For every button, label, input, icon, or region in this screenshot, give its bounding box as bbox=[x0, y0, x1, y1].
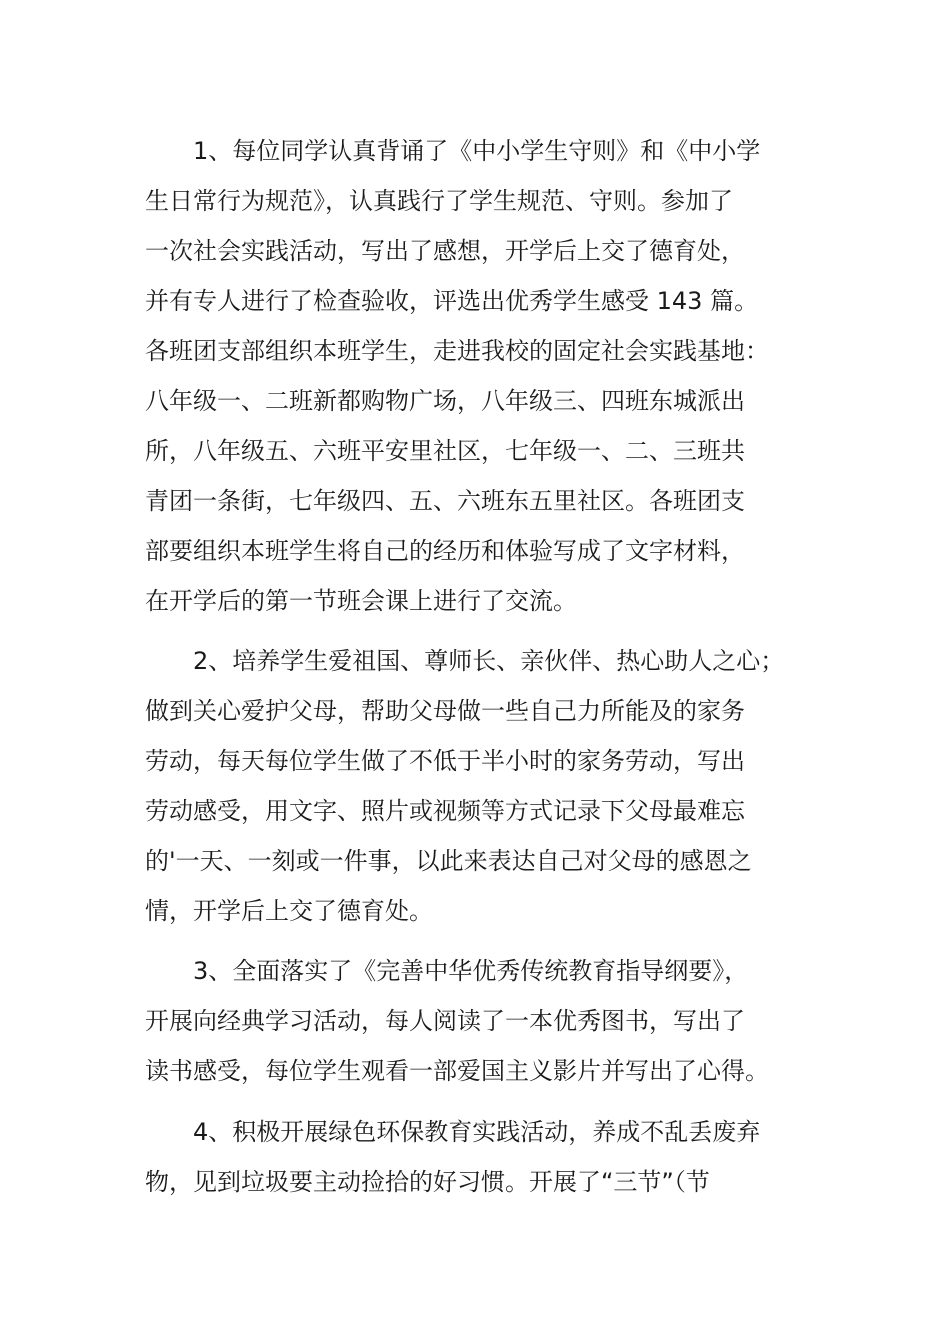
text-line: 八年级一、二班新都购物广场，八年级三、四班东城派出 bbox=[145, 387, 745, 415]
text-line: 劳动，每天每位学生做了不低于半小时的家务劳动，写出 bbox=[145, 747, 745, 775]
text-line: 并有专人进行了检查验收，评选出优秀学生感受 143 篇。 bbox=[145, 287, 759, 315]
text-line: 做到关心爱护父母，帮助父母做一些自己力所能及的家务 bbox=[145, 697, 745, 725]
text-line: 各班团支部组织本班学生，走进我校的固定社会实践基地： bbox=[145, 337, 769, 365]
text-line: 青团一条街，七年级四、五、六班东五里社区。各班团支 bbox=[145, 487, 745, 515]
text-line: 的'一天、一刻或一件事，以此来表达自己对父母的感恩之 bbox=[145, 847, 752, 875]
paragraph-4 bbox=[145, 1107, 825, 1207]
text-line: 读书感受，每位学生观看一部爱国主义影片并写出了心得。 bbox=[145, 1057, 769, 1085]
text-line: 在开学后的第一节班会课上进行了交流。 bbox=[145, 587, 577, 615]
text-line: 3、全面落实了《完善中华优秀传统教育指导纲要》， bbox=[193, 957, 749, 985]
text-line: 4、积极开展绿色环保教育实践活动，养成不乱丢废弃 bbox=[193, 1118, 761, 1146]
text-line: 开展向经典学习活动，每人阅读了一本优秀图书，写出了 bbox=[145, 1007, 745, 1035]
text-line: 生日常行为规范》，认真践行了学生规范、守则。参加了 bbox=[145, 187, 733, 215]
text-line: 一次社会实践活动，写出了感想，开学后上交了德育处， bbox=[145, 237, 745, 265]
text-line: 劳动感受，用文字、照片或视频等方式记录下父母最难忘 bbox=[145, 797, 745, 825]
text-line: 物，见到垃圾要主动捡拾的好习惯。开展了“三节”（节 bbox=[145, 1168, 710, 1196]
text-line: 情，开学后上交了德育处。 bbox=[145, 897, 433, 925]
text-line: 部要组织本班学生将自己的经历和体验写成了文字材料， bbox=[145, 537, 745, 565]
paragraph-2 bbox=[145, 636, 825, 936]
text-line: 2、培养学生爱祖国、尊师长、亲伙伴、热心助人之心； bbox=[193, 647, 785, 675]
text-line: 1、每位同学认真背诵了《中小学生守则》和《中小学 bbox=[193, 137, 761, 165]
paragraph-3 bbox=[145, 946, 825, 1096]
text-line: 所，八年级五、六班平安里社区，七年级一、二、三班共 bbox=[145, 437, 745, 465]
paragraph-1 bbox=[145, 126, 825, 626]
